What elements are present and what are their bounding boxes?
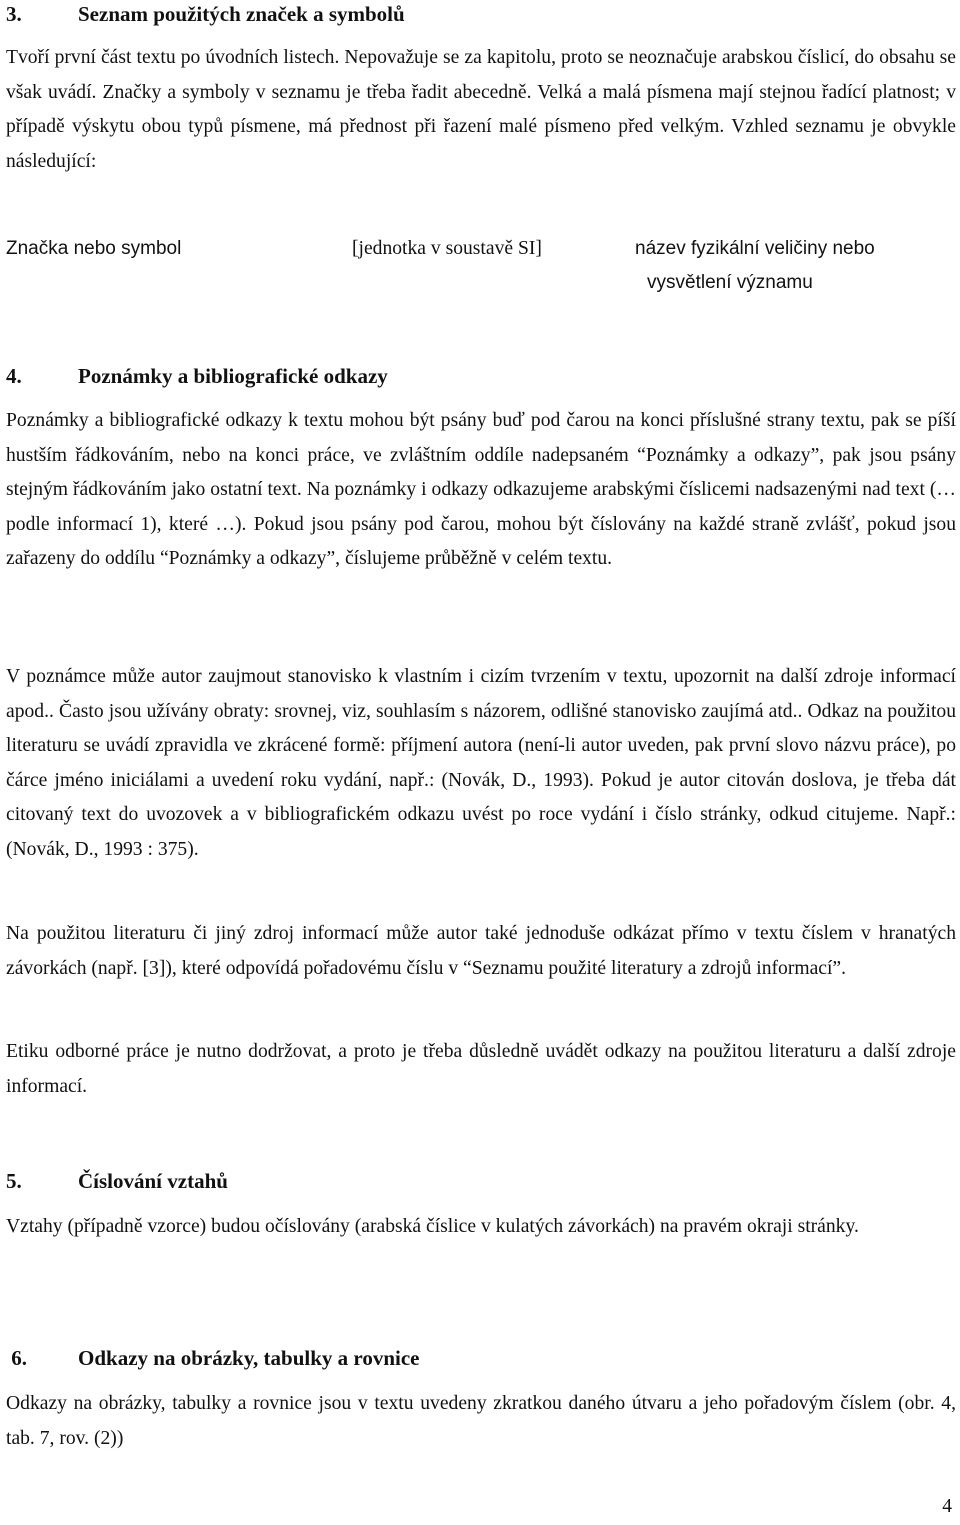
section-3-heading — [6, 2, 405, 26]
section-title: Odkazy na obrázky, tabulky a rovnice — [78, 1346, 420, 1370]
section-5-heading — [6, 1169, 228, 1193]
example-unit: [jednotka v soustavě SI] — [352, 238, 542, 259]
example-name-line1: název fyzikální veličiny nebo — [635, 238, 875, 259]
example-symbol: Značka nebo symbol — [6, 238, 182, 259]
section-number: 6. — [6, 1346, 27, 1370]
section-4-heading — [6, 364, 388, 388]
section-number: 5. — [6, 1169, 22, 1193]
section-title: Poznámky a bibliografické odkazy — [78, 364, 388, 388]
section-4-paragraph-4: Etiku odborné práce je nutno dodržovat, a proto je třeba důsledně uvádět odkazy na použitou literaturu a další zdroje informací. — [6, 1041, 956, 1097]
section-4-paragraph-1: Poznámky a bibliografické odkazy k textu mohou být psány buď pod čarou na konci příslušné strany textu, pak se píší hustším řádkováním, nebo na konci práce, ve zvláštním oddíle nadepsaném “Poznámky a odkazy”, pak jsou psány stejným řádkováním jako ostatní text. Na poznámky i odkazy odkazujeme arabskými číslicemi nadsazenými nad text (… podle informací 1), které …). Pokud jsou psány pod čarou, mohou být číslovány na každé straně zvlášť, pokud jsou zařazeny do oddílu “Poznámky a odkazy”, číslujeme průběžně v celém textu. — [6, 410, 956, 569]
symbol-list-example — [6, 232, 956, 302]
section-number: 4. — [6, 364, 22, 388]
example-name-line2: vysvětlení významu — [647, 272, 813, 293]
section-6-heading — [6, 1346, 420, 1370]
section-4-paragraph-2: V poznámce může autor zaujmout stanovisko k vlastním i cizím tvrzením v textu, upozornit na další zdroje informací apod.. Často jsou užívány obraty: srovnej, viz, souhlasím s názorem, odlišné stanovisko zaujímá atd.. Odkaz na použitou literaturu se uvádí zpravidla ve zkrácené formě: příjmení autora (není-li autor uveden, pak první slovo názvu práce), po čárce jméno iniciálami a uvedení roku vydání, např.: (Novák, D., 1993). Pokud je autor citován doslova, je třeba dát citovaný text do uvozovek a v bibliografickém odkazu uvést po roce vydání i číslo stránky, odkud citujeme. Např.: (Novák, D., 1993 : 375). — [6, 666, 956, 860]
section-title: Seznam použitých značek a symbolů — [78, 2, 405, 26]
section-4-paragraph-3: Na použitou literaturu či jiný zdroj informací může autor také jednoduše odkázat přímo v textu číslem v hranatých závorkách (např. [3]), které odpovídá pořadovému číslu v “Seznamu použité literatury a zdrojů informací”. — [6, 923, 956, 979]
section-number: 3. — [6, 2, 22, 26]
section-title: Číslování vztahů — [78, 1169, 228, 1193]
section-3-paragraph: Tvoří první část textu po úvodních listech. Nepovažuje se za kapitolu, proto se neoznačuje arabskou číslicí, do obsahu se však uvádí. Značky a symboly v seznamu je třeba řadit abecedně. Velká a malá písmena mají stejnou řadící platnost; v případě výskytu obou typů písmene, má přednost při řazení malé písmeno před velkým. Vzhled seznamu je obvykle následující: — [6, 47, 956, 172]
section-5-paragraph: Vztahy (případně vzorce) budou očíslovány (arabská číslice v kulatých závorkách) na pravém okraji stránky. — [6, 1216, 859, 1237]
page-number: 4 — [942, 1496, 952, 1517]
section-6-paragraph: Odkazy na obrázky, tabulky a rovnice jsou v textu uvedeny zkratkou daného útvaru a jeho pořadovým číslem (obr. 4, tab. 7, rov. (2)) — [6, 1393, 956, 1449]
